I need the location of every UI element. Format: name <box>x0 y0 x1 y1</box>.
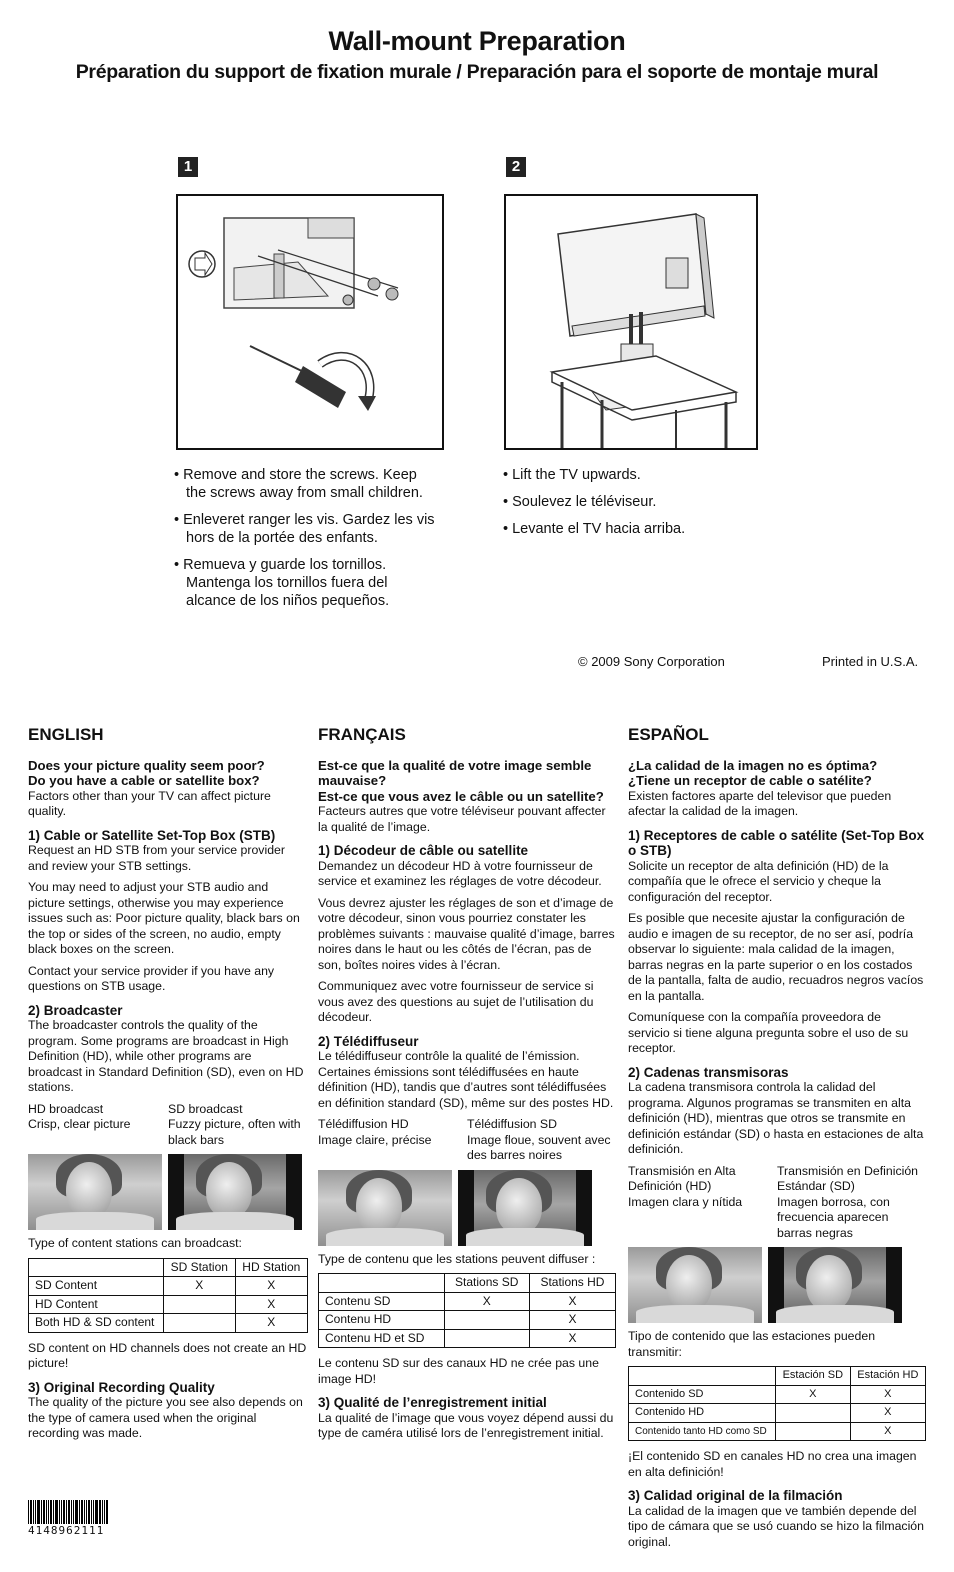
content-table: SD Station HD Station SD Content X X HD Content X Both HD & SD content X <box>28 1258 308 1333</box>
copyright: © 2009 Sony Corporation <box>578 654 725 669</box>
question-1: Does your picture quality seem poor? <box>28 757 265 773</box>
section-3-p1: La qualité de l’image que vous voyez dépend aussi du type de caméra utilisé lors de l’enregistrement initial. <box>318 1410 614 1440</box>
table-caption: Tipo de contenido que las estaciones pueden transmitir: <box>628 1329 876 1359</box>
step-2-bullet-en: • Lift the TV upwards. <box>503 467 641 483</box>
table-row: Contenido HD X <box>629 1404 926 1423</box>
barcode-bar <box>61 1500 62 1524</box>
section-1-p3: Comuníquese con la compañía proveedora de servicio si tiene alguna pregunta sobre el uso de su receptor. <box>628 1010 909 1055</box>
table-row: Contenido tanto HD como SD X <box>629 1422 926 1441</box>
step-2-illustration <box>504 194 758 450</box>
step-2-bullet-fr: • Soulevez le téléviseur. <box>503 494 657 510</box>
broadcast-comparison <box>318 1117 616 1164</box>
section-1-p3: Communiquez avec votre fournisseur de service si vous avez des questions au sujet de l’utilisation du décodeur. <box>318 979 594 1024</box>
barcode-bar <box>28 1500 29 1524</box>
table-caption: Type de contenu que les stations peuvent diffuser : <box>318 1251 596 1266</box>
table-row: Contenu SD X X <box>319 1292 616 1311</box>
section-2-p1: The broadcaster controls the quality of the program. Some programs are broadcast in High Definition (HD), while other programs are broadcast in Standard Definition (SD), even on HD stations. <box>28 1018 304 1094</box>
question-1: Est-ce que la qualité de votre image semble mauvaise? <box>318 757 592 788</box>
section-1-p2: Es posible que necesite ajustar la configuración de audio e imagen de su receptor, de no ser así, podría observar lo siguiente: mala calidad de la imagen, barras negras en la parte superior o en los costados de la pantalla, falta de audio, recuadros negros vacíos en la pantalla. <box>628 911 924 1003</box>
barcode-bar <box>86 1500 87 1524</box>
step-2-instructions <box>503 466 763 547</box>
step-2-bullet-es: • Levante el TV hacia arriba. <box>503 521 686 537</box>
section-3-title: 3) Original Recording Quality <box>28 1379 215 1395</box>
barcode-bar <box>66 1500 67 1524</box>
content-table: Stations SD Stations HD Contenu SD X X Contenu HD X Contenu HD et SD X <box>318 1273 616 1348</box>
section-2-p1: La cadena transmisora controla la calidad del programa. Algunos programas se transmiten en alta definición (HD), mientras que otros se transmite en definición estándar (SD) o hasta en estaciones de alta definición. <box>628 1080 924 1156</box>
column-heading: ENGLISH <box>28 725 104 744</box>
question-2: Do you have a cable or satellite box? <box>28 773 260 788</box>
question-2: ¿Tiene un receptor de cable o satélite? <box>628 773 872 788</box>
printed-in: Printed in U.S.A. <box>822 654 919 669</box>
section-2-title: 2) Télédiffuseur <box>318 1033 419 1049</box>
page-title: Wall-mount Preparation <box>328 26 626 56</box>
sd-sample-image <box>168 1154 302 1230</box>
barcode-bar <box>35 1500 36 1524</box>
section-1-p1: Request an HD STB from your service provider and review your STB settings. <box>28 843 285 873</box>
screw-removal-illustration <box>178 196 442 448</box>
comparison-images <box>28 1154 308 1230</box>
step-1-bullet-es: • Remueva y guarde los tornillos. Mantenga los tornillos fuera del alcance de los niños pequeños. <box>174 557 390 609</box>
barcode-bar <box>33 1500 34 1524</box>
hd-desc: Crisp, clear picture <box>28 1117 131 1131</box>
barcode-bar <box>81 1500 83 1524</box>
section-1-p3: Contact your service provider if you have any questions on STB usage. <box>28 963 275 993</box>
hd-label: HD broadcast <box>28 1101 104 1116</box>
barcode-bar <box>53 1500 54 1524</box>
barcode-bar <box>43 1500 45 1524</box>
sd-desc: Image floue, souvent avec des barres noires <box>467 1132 611 1162</box>
barcode <box>28 1500 128 1537</box>
section-1-p1: Demandez un décodeur HD à votre fournisseur de service et examinez les réglages de votre décodeur. <box>318 858 602 888</box>
section-2-p1: Le télédiffuseur contrôle la qualité de l’émission. Certaines émissions sont télédiffusées en haute définition (HD), tandis que d’autres sont télédiffusées en définition standard (SD), même sur des postes HD. <box>318 1049 614 1110</box>
barcode-bar <box>48 1500 49 1524</box>
column-francais <box>318 727 616 1448</box>
barcode-bar <box>104 1500 105 1524</box>
broadcast-comparison <box>628 1164 926 1242</box>
section-2-title: 2) Broadcaster <box>28 1002 123 1018</box>
section-1-title: 1) Décodeur de câble ou satellite <box>318 843 529 858</box>
barcode-bar <box>75 1500 78 1524</box>
sd-label: Transmisión en Definición Estándar (SD) <box>777 1163 919 1193</box>
barcode-bars <box>28 1500 128 1524</box>
step-1-number: 1 <box>178 157 198 177</box>
question-2: Est-ce que vous avez le câble ou un satellite? <box>318 788 604 804</box>
hd-desc: Image claire, précise <box>318 1132 432 1147</box>
question-1: ¿La calidad de la imagen no es óptima? <box>628 757 878 773</box>
sd-label: Télédiffusion SD <box>467 1117 557 1131</box>
section-1-p1: Solicite un receptor de alta definición (HD) de la compañía que le ofrece el servicio y cheque la configuración del receptor. <box>628 858 889 904</box>
section-1-p2: Vous devrez ajuster les réglages de son et d’image de votre décodeur, sinon vous pourriez constater les problèmes suivants : mauvaise qualité d’image, barres noires dans le haut ou les côtés de l’écran, pas de son, boîtes noires vides à l’écran. <box>318 895 615 972</box>
barcode-bar <box>59 1500 60 1524</box>
step-1-bullet-fr: • Enleveret ranger les vis. Gardez les vis hors de la portée des enfants. <box>174 512 435 546</box>
barcode-bar <box>30 1500 32 1524</box>
sd-sample-image <box>458 1170 592 1246</box>
table-row: HD Content X <box>29 1295 308 1314</box>
column-english <box>28 727 308 1448</box>
table-caption: Type of content stations can broadcast: <box>28 1236 242 1250</box>
hd-desc: Imagen clara y nítida <box>628 1194 743 1209</box>
section-3-p1: The quality of the picture you see also depends on the type of camera used when the original recording was made. <box>28 1395 303 1440</box>
barcode-bar <box>95 1500 98 1524</box>
table-row: SD Content X X <box>29 1277 308 1296</box>
barcode-bar <box>84 1500 85 1524</box>
barcode-bar <box>93 1500 94 1524</box>
step-2-number: 2 <box>506 157 526 177</box>
sd-desc: Fuzzy picture, often with black bars <box>168 1117 301 1147</box>
hd-note: SD content on HD channels does not create an HD picture! <box>28 1340 307 1370</box>
page-subtitle: Préparation du support de fixation murale / Preparación para el soporte de montaje mural <box>75 61 879 83</box>
barcode-bar <box>71 1500 72 1524</box>
hd-sample-image <box>628 1247 762 1323</box>
comparison-images <box>628 1247 926 1323</box>
barcode-bar <box>79 1500 80 1524</box>
hd-label: Télédiffusion HD <box>318 1117 409 1131</box>
barcode-bar <box>68 1500 70 1524</box>
hd-note: Le contenu SD sur des canaux HD ne crée pas une image HD! <box>318 1356 599 1386</box>
barcode-bar <box>37 1500 40 1524</box>
barcode-bar <box>50 1500 52 1524</box>
sd-label: SD broadcast <box>168 1101 243 1116</box>
step-1-instructions <box>174 466 436 619</box>
sd-desc: Imagen borrosa, con frecuencia aparecen barras negras <box>777 1194 890 1240</box>
section-3-title: 3) Qualité de l’enregistrement initial <box>318 1395 547 1410</box>
column-heading: ESPAÑOL <box>628 725 709 744</box>
broadcast-comparison <box>28 1102 308 1149</box>
barcode-bar <box>91 1500 92 1524</box>
hd-sample-image <box>318 1170 452 1246</box>
barcode-bar <box>88 1500 90 1524</box>
hd-label: Transmisión en Alta Definición (HD) <box>628 1163 736 1193</box>
hd-sample-image <box>28 1154 162 1230</box>
intro-text: Facteurs autres que votre téléviseur pouvant affecter la qualité de l’image. <box>318 804 606 834</box>
table-row: Contenido SD X X <box>629 1385 926 1404</box>
section-2-title: 2) Cadenas transmisoras <box>628 1064 789 1080</box>
comparison-images <box>318 1170 616 1246</box>
content-table: Estación SD Estación HD Contenido SD X X Contenido HD X Contenido tanto HD como SD X <box>628 1366 926 1441</box>
section-1-p2: You may need to adjust your STB audio and picture settings, otherwise you may experience issues such as: Poor picture quality, black bars on the top or sides of the screen, no audio, empty black boxes on the screen. <box>28 880 300 956</box>
barcode-bar <box>46 1500 47 1524</box>
step-1-bullet-en: • Remove and store the screws. Keep the screws away from small children. <box>174 467 423 501</box>
barcode-bar <box>73 1500 74 1524</box>
barcode-bar <box>102 1500 103 1524</box>
section-3-p1: La calidad de la imagen que ve también depende del tipo de cámara que se usó cuando se hizo la filmación original. <box>628 1503 924 1549</box>
tv-lift-illustration <box>506 196 756 448</box>
barcode-bar <box>106 1500 108 1524</box>
barcode-bar <box>99 1500 101 1524</box>
section-3-title: 3) Calidad original de la filmación <box>628 1488 843 1503</box>
intro-text: Existen factores aparte del televisor que pueden afectar la calidad de la imagen. <box>628 788 892 818</box>
section-1-title: 1) Receptores de cable o satélite (Set-Top Box o STB) <box>628 827 925 858</box>
section-1-title: 1) Cable or Satellite Set-Top Box (STB) <box>28 827 276 843</box>
step-1-illustration <box>176 194 444 450</box>
column-espanol <box>628 727 926 1556</box>
sd-sample-image <box>768 1247 902 1323</box>
page-header <box>0 26 954 84</box>
table-row: Both HD & SD content X <box>29 1314 308 1333</box>
column-heading: FRANÇAIS <box>318 725 406 744</box>
hd-note: ¡El contenido SD en canales HD no crea una imagen en alta definición! <box>628 1449 917 1479</box>
barcode-bar <box>41 1500 42 1524</box>
intro-text: Factors other than your TV can affect picture quality. <box>28 788 271 818</box>
barcode-number: 4148962111 <box>28 1524 105 1537</box>
table-row: Contenu HD X <box>319 1311 616 1330</box>
barcode-bar <box>63 1500 65 1524</box>
table-row: Contenu HD et SD X <box>319 1329 616 1348</box>
barcode-bar <box>55 1500 58 1524</box>
